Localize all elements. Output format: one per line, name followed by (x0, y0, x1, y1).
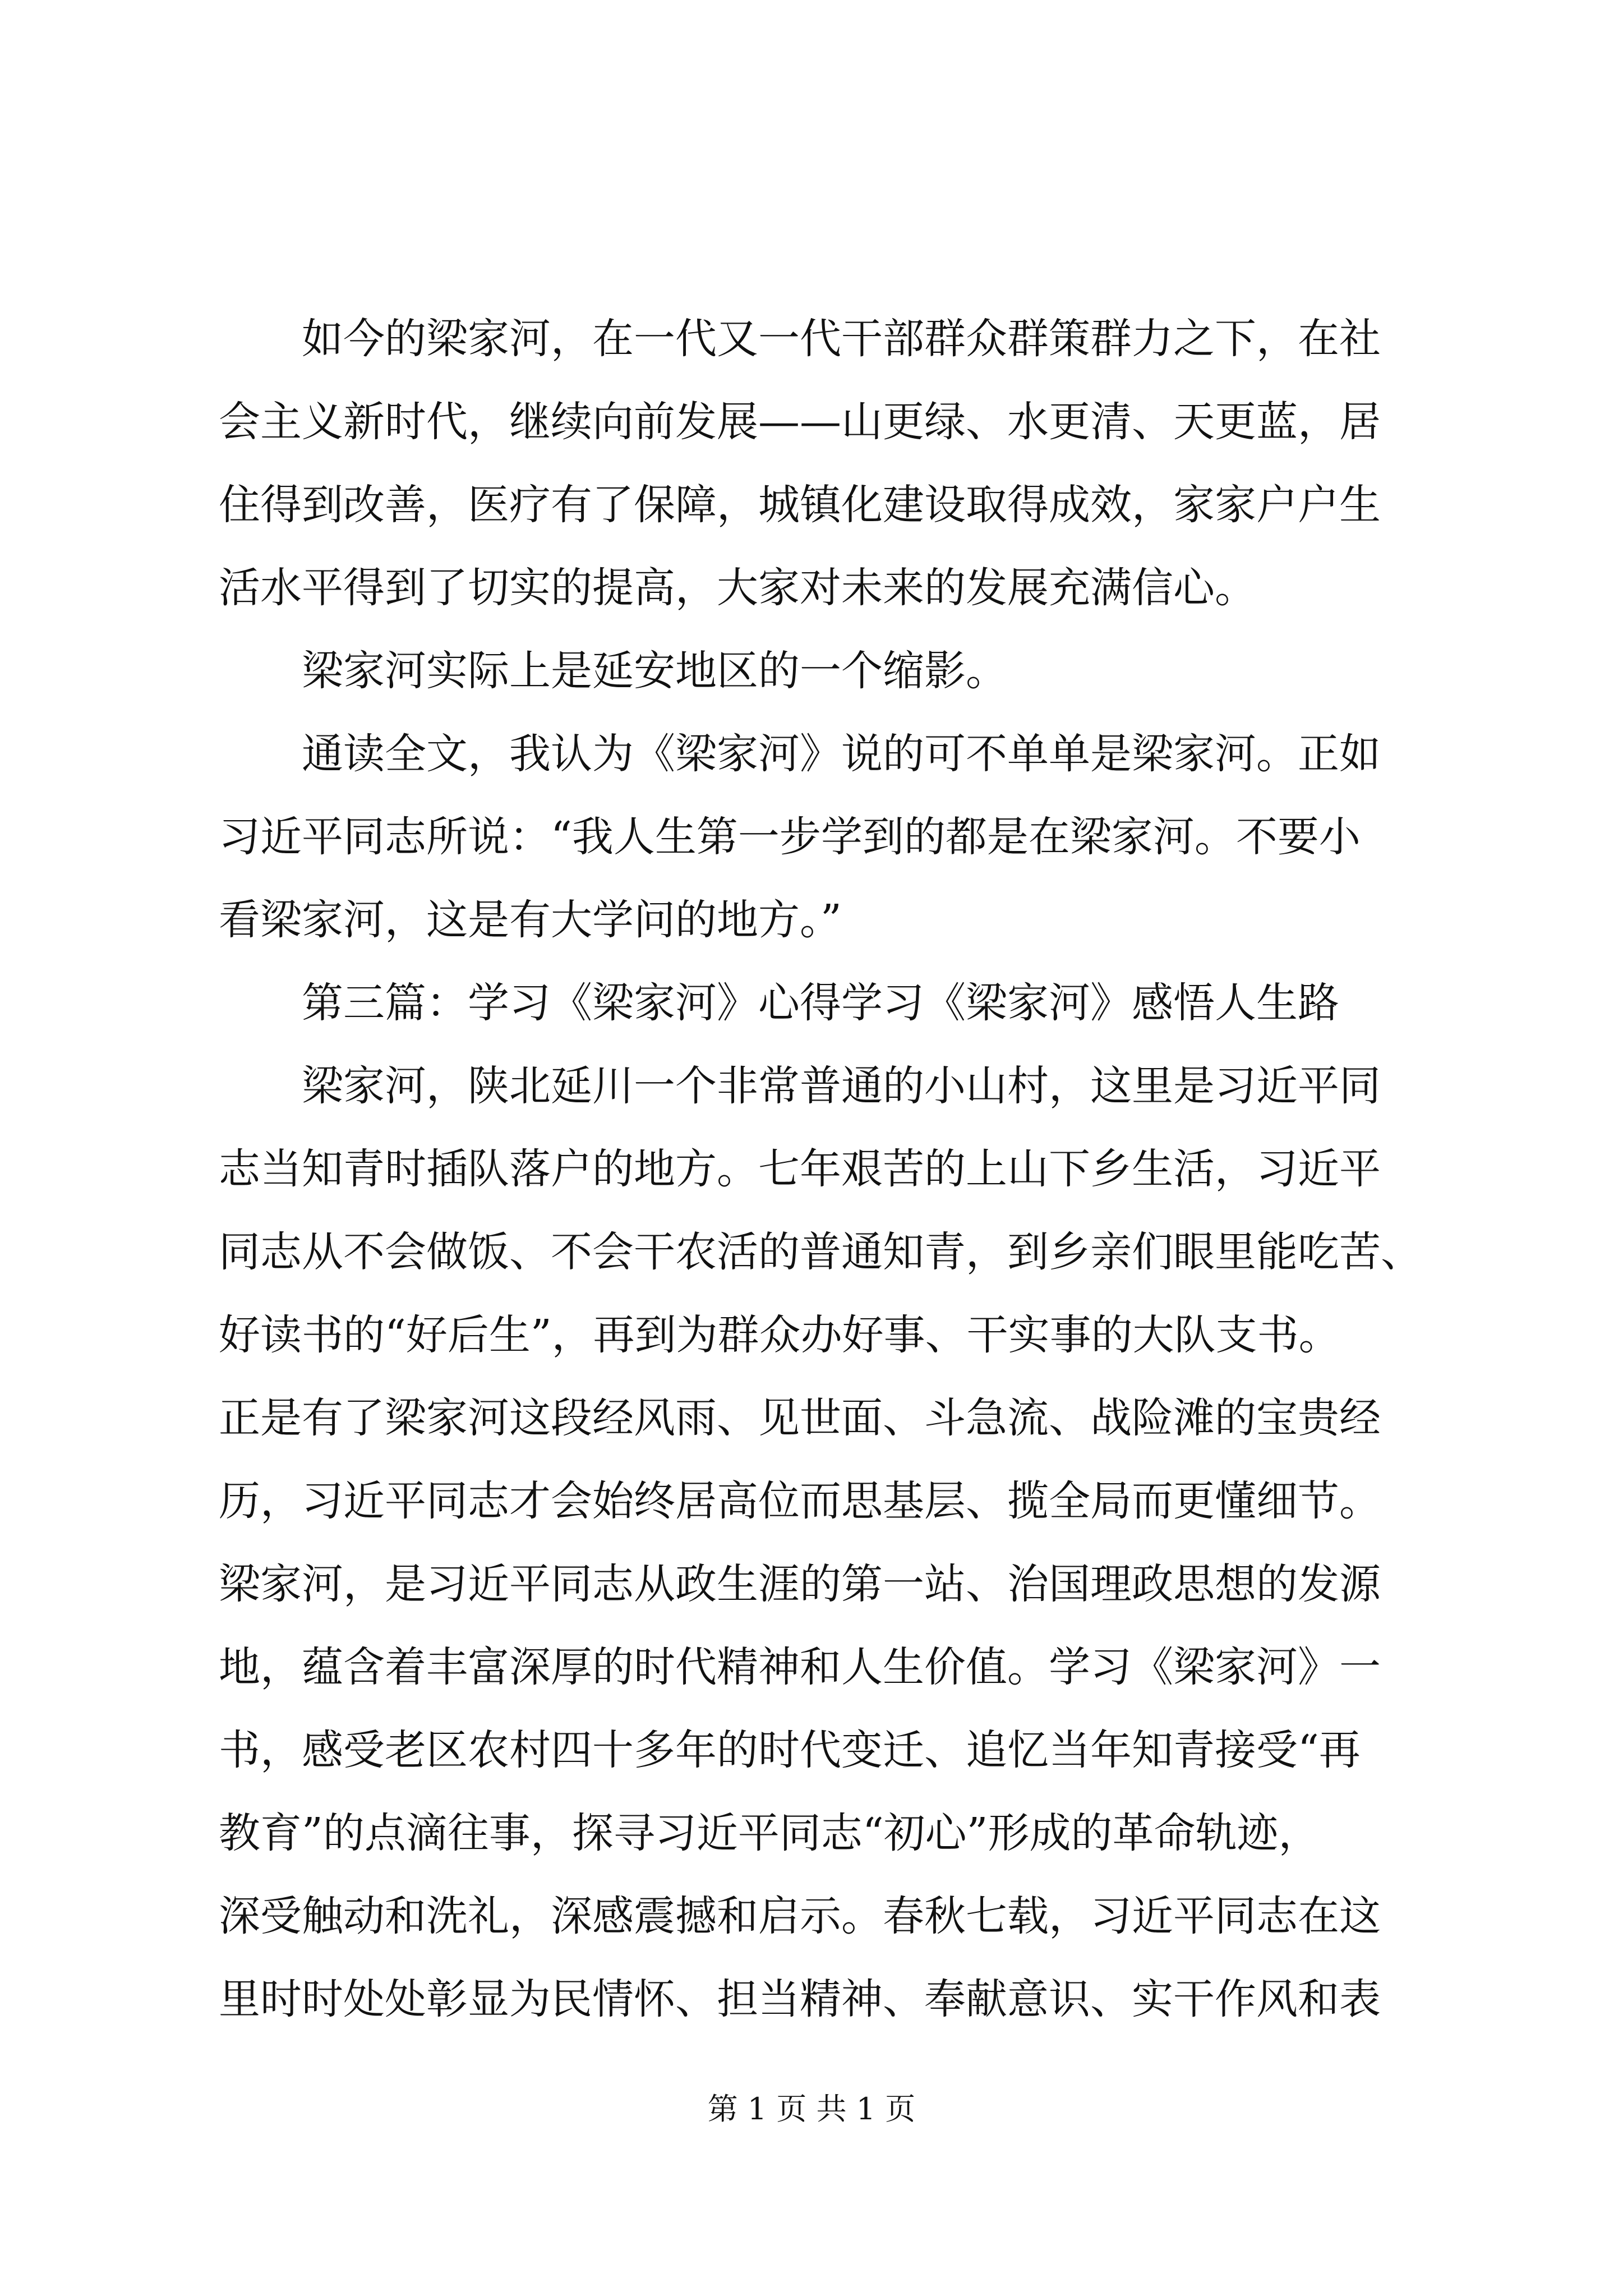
text-line: 正是有了梁家河这段经风雨、见世面、斗急流、战险滩的宝贵经 (219, 1394, 1381, 1442)
text-line: 如今的梁家河，在一代又一代干部群众群策群力之下，在社 (302, 315, 1381, 363)
section-heading: 第三篇：学习《梁家河》心得学习《梁家河》感悟人生路 (302, 979, 1339, 1027)
text-line: 历，习近平同志才会始终居高位而思基层、揽全局而更懂细节。 (219, 1477, 1381, 1525)
text-line: 习近平同志所说：“我人生第一步学到的都是在梁家河。不要小 (219, 813, 1361, 861)
document-body (219, 297, 1424, 2041)
text-line: 看梁家河，这是有大学问的地方。” (219, 896, 842, 944)
text-line: 梁家河实际上是延安地区的一个缩影。 (302, 647, 1007, 695)
text-line: 里时时处处彰显为民情怀、担当精神、奉献意识、实干作风和表 (219, 1975, 1381, 2023)
text-line: 志当知青时插队落户的地方。七年艰苦的上山下乡生活，习近平 (219, 1145, 1381, 1193)
text-line: 教育”的点滴往事，探寻习近平同志“初心”形成的革命轨迹， (219, 1809, 1320, 1857)
text-line: 梁家河，是习近平同志从政生涯的第一站、治国理政思想的发源 (219, 1560, 1381, 1608)
text-line: 活水平得到了切实的提高，大家对未来的发展充满信心。 (219, 564, 1256, 612)
text-line: 住得到改善，医疗有了保障，城镇化建设取得成效，家家户户生 (219, 481, 1381, 529)
text-line: 深受触动和洗礼，深感震撼和启示。春秋七载，习近平同志在这 (219, 1892, 1381, 1940)
text-line: 地，蕴含着丰富深厚的时代精神和人生价值。学习《梁家河》一 (219, 1643, 1381, 1691)
text-line: 好读书的“好后生”，再到为群众办好事、干实事的大队支书。 (219, 1311, 1340, 1359)
text-line: 书，感受老区农村四十多年的时代变迁、追忆当年知青接受“再 (219, 1726, 1361, 1774)
page-number-footer: 第 1 页 共 1 页 (707, 2091, 916, 2127)
text-line: 通读全文，我认为《梁家河》说的可不单单是梁家河。正如 (302, 730, 1381, 778)
text-line: 同志从不会做饭、不会干农活的普通知青，到乡亲们眼里能吃苦、 (219, 1228, 1422, 1276)
text-line: 梁家河，陕北延川一个非常普通的小山村，这里是习近平同 (302, 1062, 1381, 1110)
text-line: 会主义新时代，继续向前发展——山更绿、水更清、天更蓝，居 (219, 398, 1381, 446)
